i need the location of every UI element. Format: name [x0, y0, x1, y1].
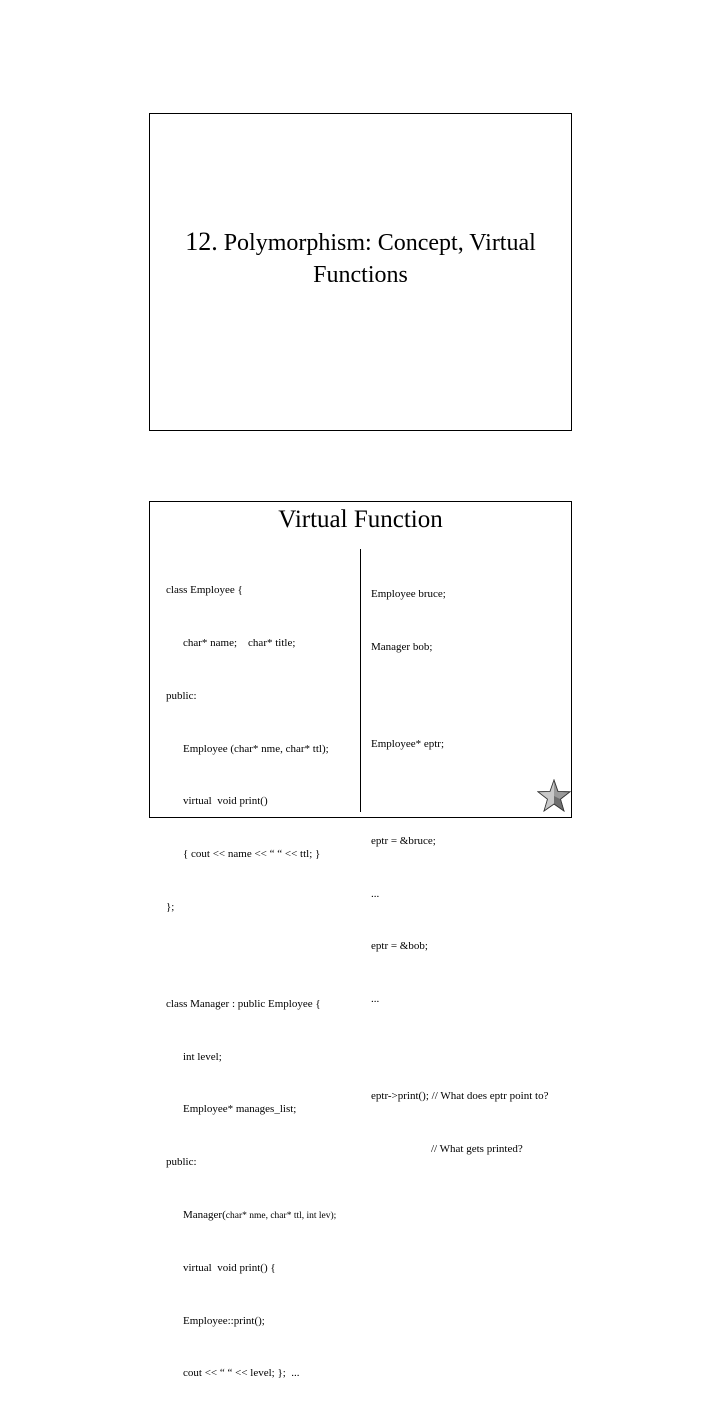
- title-line-1: Polymorphism: Concept, Virtual: [223, 230, 536, 256]
- star-icon: [537, 779, 571, 813]
- code-line: ...: [371, 887, 380, 900]
- code-line: class Employee {: [166, 584, 243, 597]
- title-line-2: Functions: [313, 262, 408, 288]
- code-text: Manager(: [183, 1208, 226, 1221]
- code-line: };: [166, 900, 175, 913]
- code-line: Employee* eptr;: [371, 737, 445, 750]
- code-line: cout << “ “ << level; }; ...: [183, 1367, 300, 1380]
- code-block-left: [166, 547, 336, 1418]
- code-line: [166, 1207, 336, 1225]
- slide-title: [150, 226, 571, 291]
- code-line: eptr = &bob;: [371, 940, 428, 953]
- code-params: char* nme, char* ttl, int lev);: [225, 1210, 337, 1221]
- code-line: char* name; char* title;: [183, 636, 296, 649]
- title-slide: [149, 113, 572, 431]
- code-line: int level;: [183, 1050, 222, 1063]
- code-line: public:: [166, 1156, 197, 1169]
- code-line: virtual void print(): [183, 795, 268, 808]
- code-line: Manager bob;: [371, 640, 433, 653]
- title-number: 12.: [185, 227, 218, 256]
- code-line: public:: [166, 689, 197, 702]
- code-line: eptr->print(); // What does eptr point to?: [371, 1090, 549, 1103]
- code-line: eptr = &bruce;: [371, 834, 436, 847]
- code-line: class Manager : public Employee {: [166, 997, 321, 1010]
- code-line: // What gets printed?: [431, 1143, 523, 1155]
- virtual-function-slide: [149, 501, 572, 1380]
- code-line: Employee::print();: [183, 1314, 265, 1327]
- column-divider: [360, 549, 361, 812]
- code-line: Employee (char* nme, char* ttl);: [183, 742, 329, 755]
- code-line: Employee bruce;: [371, 588, 446, 601]
- code-line: Employee* manages_list;: [183, 1103, 297, 1116]
- code-line: ...: [371, 993, 380, 1006]
- code-block-right: [371, 551, 548, 1194]
- code-line: virtual void print() {: [183, 1261, 276, 1274]
- slide-title: Virtual Function: [278, 506, 443, 533]
- code-line: { cout << name << “ “ << ttl; }: [183, 848, 321, 861]
